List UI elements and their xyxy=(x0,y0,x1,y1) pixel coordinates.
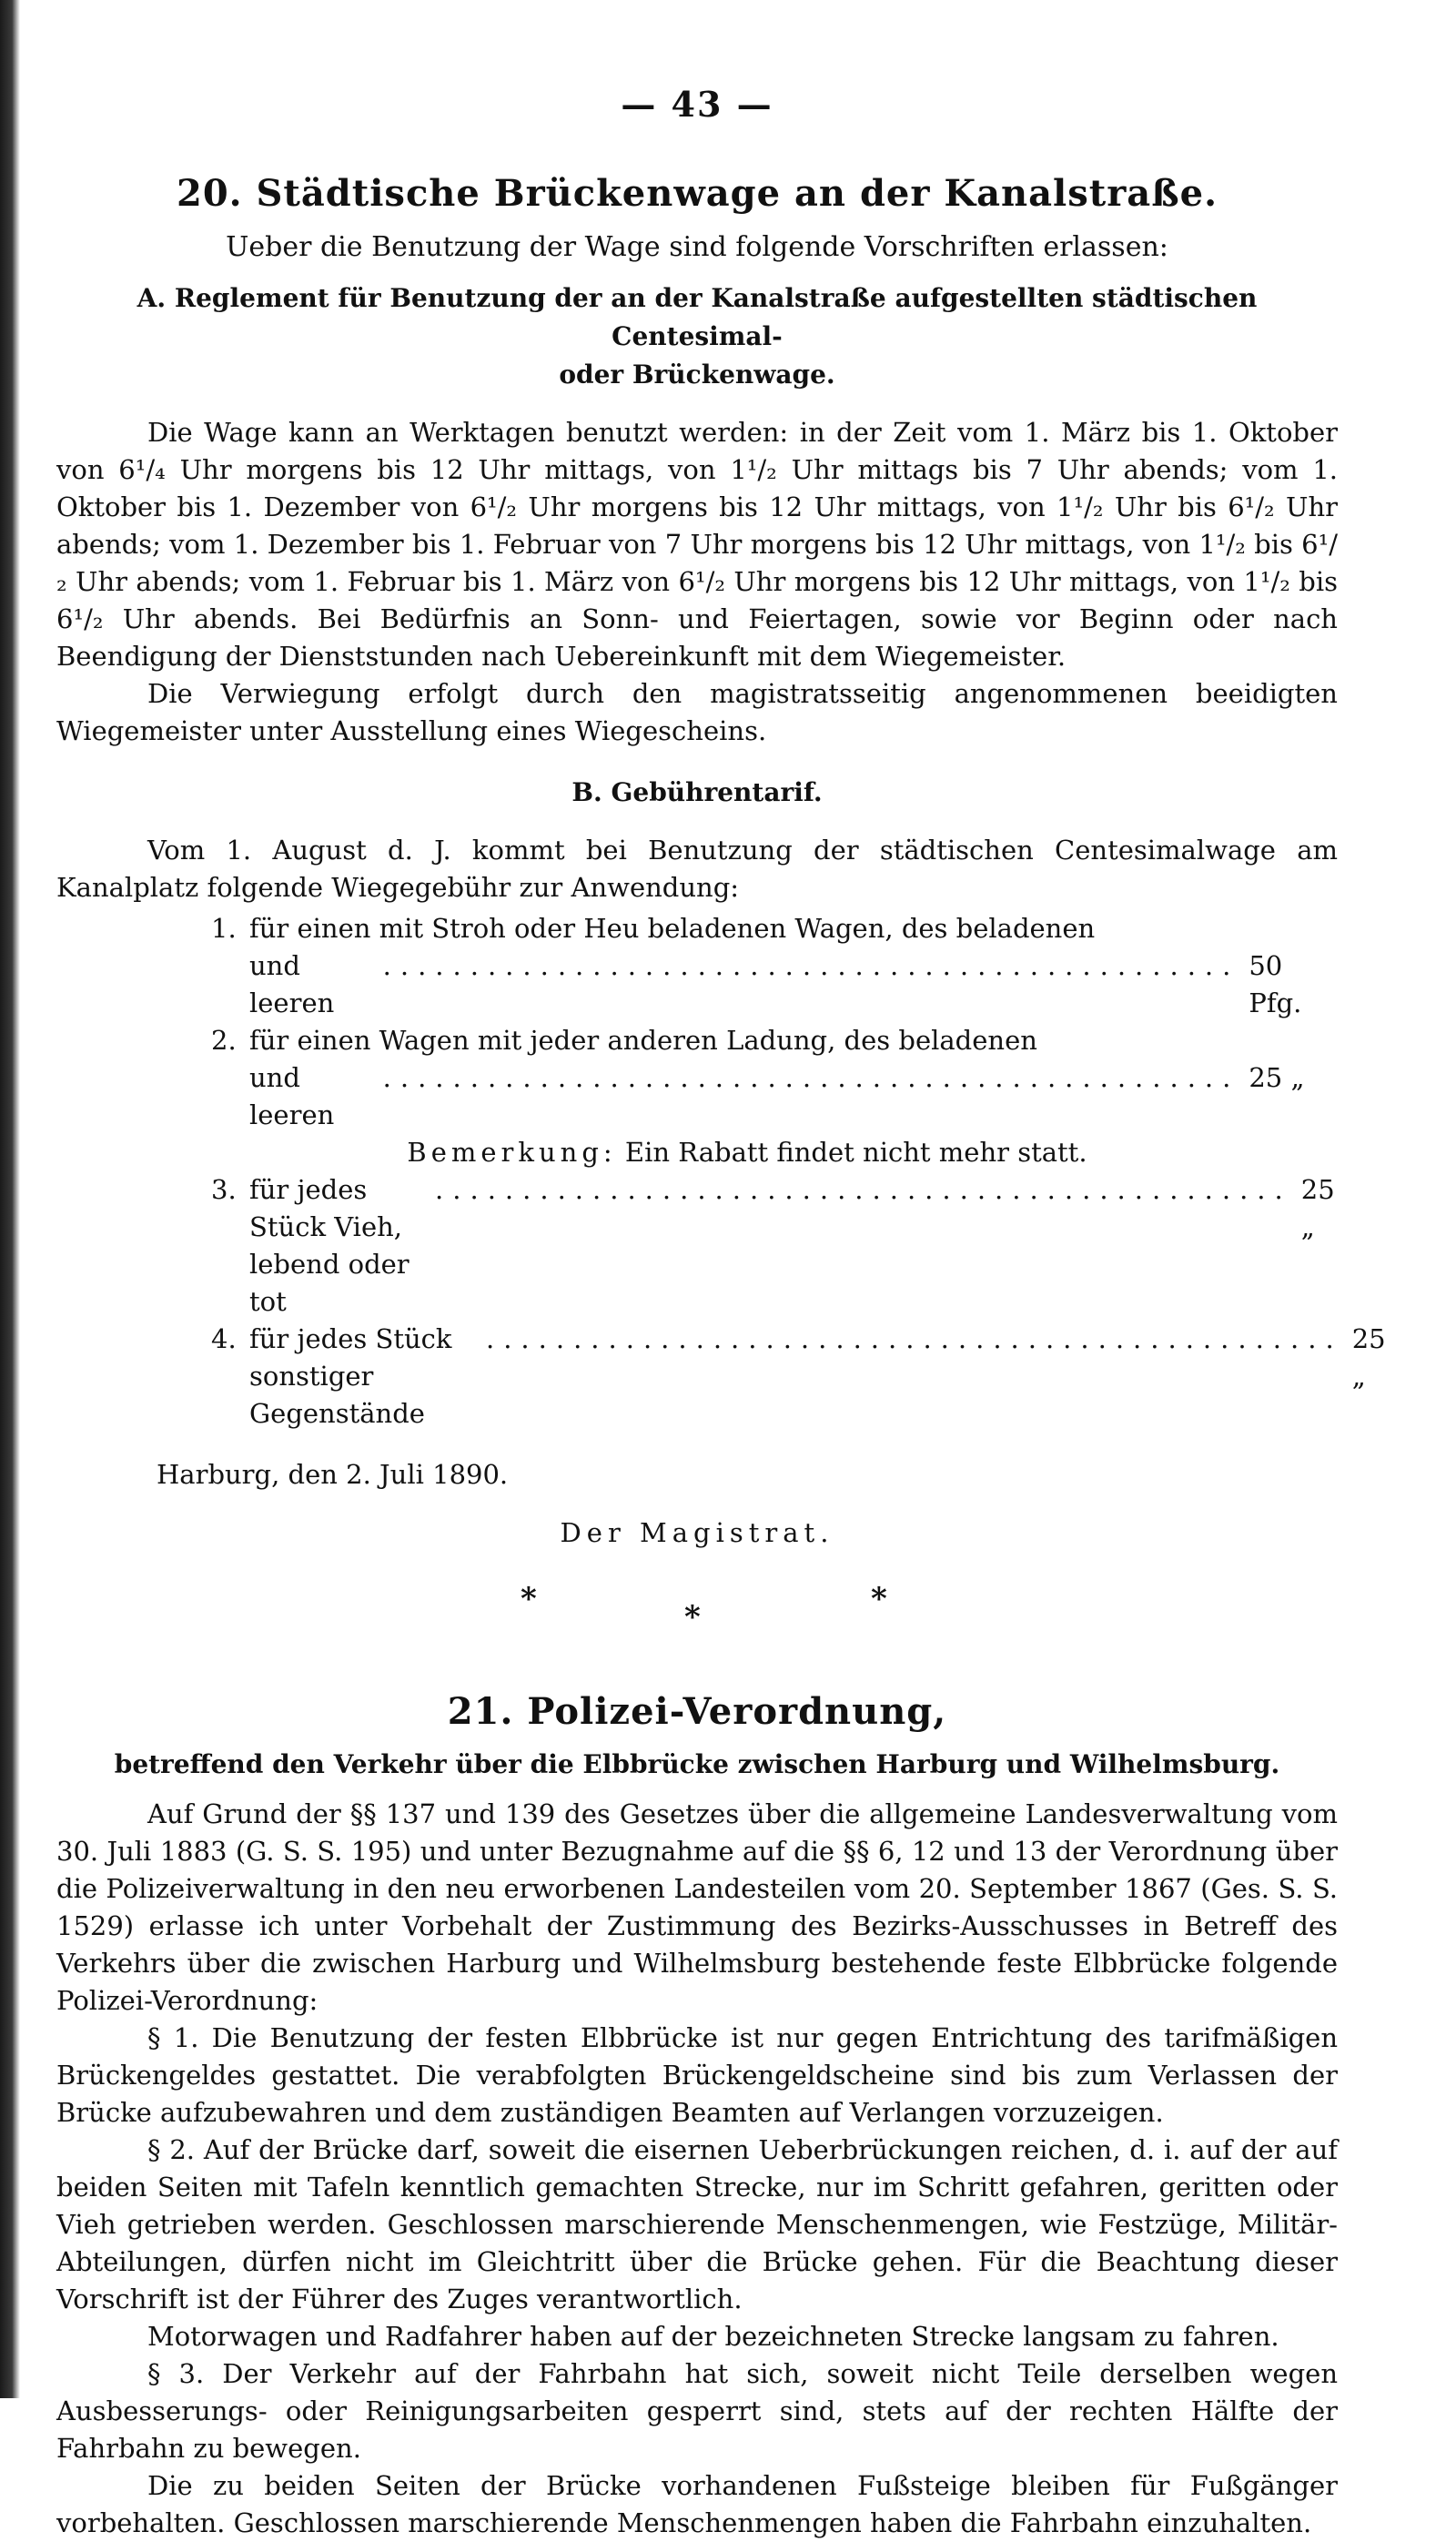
leader-dots: ................................................. xyxy=(382,1062,1240,1093)
section-21-paragraph-1: Auf Grund der §§ 137 und 139 des Gesetzes über die allgemeine Landesverwaltung vom 30. Juli 1883 (G. S. S. 195) und unter Bezugnahme auf die §§ 6, 12 und 13 der Verordnung über die Polizeiverwaltung in den neu erworbenen Landesteilen vom 20. September 1867 (Ges. S. S. 1529) erlasse ich unter Vorbehalt der Zustimmung des Bezirks-Ausschusses in Betreff des Verkehrs über die zwischen Harburg und Wilhelmsburg bestehende feste Elbbrücke folgende Polizei-Verordnung: xyxy=(56,1798,1338,2016)
dateline: Harburg, den 2. Juli 1890. xyxy=(157,1459,509,1490)
tarif-description-end: und leeren xyxy=(249,1062,335,1130)
tarif-description: für einen mit Stroh oder Heu beladenen Wagen, des beladenen xyxy=(249,913,1096,944)
tarif-number: 1. xyxy=(211,913,237,944)
leader-dots: ................................................. xyxy=(435,1174,1292,1205)
section-a-heading-line-2: oder Brückenwage. xyxy=(559,360,835,390)
tarif-item xyxy=(56,910,1338,1022)
separator-asterisk: * xyxy=(521,1581,537,1617)
tarif-price: 50 Pfg. xyxy=(1249,950,1302,1018)
page-edge-shadow xyxy=(0,0,20,2398)
section-a-paragraph-1: Die Wage kann an Werktagen benutzt werden: in der Zeit vom 1. März bis 1. Oktober von 6¹/₄ Uhr morgens bis 12 Uhr mittags, von 1¹/₂ Uhr mittags bis 7 Uhr abends; vom 1. Oktober bis 1. Dezember von 6¹/₂ Uhr morgens bis 12 Uhr mittags, von 1¹/₂ Uhr bis 6¹/₂ Uhr abends; vom 1. Dezember bis 1. Februar von 7 Uhr morgens bis 12 Uhr mittags, von 1¹/₂ bis 6¹/₂ Uhr abends; vom 1. Februar bis 1. März von 6¹/₂ Uhr morgens bis 12 Uhr mittags, von 1¹/₂ bis 6¹/₂ Uhr abends. Bei Bedürfnis an Sonn- und Feiertagen, sowie vor Beginn oder nach Beendigung der Dienststunden nach Uebereinkunft mit dem Wiegemeister. xyxy=(56,417,1338,672)
tarif-number: 4. xyxy=(211,1323,237,1354)
leader-dots: ................................................. xyxy=(382,950,1240,981)
section-21-title: 21. Polizei-Verordnung, xyxy=(447,1690,947,1733)
separator-asterisk: * xyxy=(684,1599,701,1636)
tarif-item xyxy=(56,1022,1338,1134)
section-21-paragraph-2: § 1. Die Benutzung der festen Elbbrücke ist nur gegen Entrichtung des tarifmäßigen Brückengeldes gestattet. Die verabfolgten Brückengeldscheine sind bis zum Verlassen der Brücke aufzubewahren und dem zuständigen Beamten auf Verlangen vorzuzeigen. xyxy=(56,2022,1338,2128)
leader-dots: ................................................. xyxy=(485,1323,1343,1354)
tarif-item xyxy=(56,1321,1386,1433)
section-a-heading xyxy=(56,279,1338,394)
section-a-paragraph-2: Die Verwiegung erfolgt durch den magistratsseitig angenommenen beeidigten Wiegemeister unter Ausstellung eines Wiegescheins. xyxy=(56,678,1338,746)
section-21-paragraph-3: § 2. Auf der Brücke darf, soweit die eisernen Ueberbrückungen reichen, d. i. auf der auf beiden Seiten mit Tafeln kenntlich gemachten Strecke, nur im Schritt gefahren, geritten oder Vieh getrieben werden. Geschlossen marschierende Menschenmengen, wie Festzüge, Militär-Abteilungen, dürfen nicht im Gleichtritt über die Brücke gehen. Für die Beachtung dieser Vorschrift ist der Führer des Zuges verantwortlich. xyxy=(56,2134,1338,2314)
tarif-number: 3. xyxy=(211,1174,237,1205)
signature: Der Magistrat. xyxy=(560,1517,834,1548)
section-21-subtitle: betreffend den Verkehr über die Elbbrücke zwischen Harburg und Wilhelmsburg. xyxy=(114,1749,1280,1779)
page-number: — 43 — xyxy=(621,84,774,125)
section-21-paragraph-4: Motorwagen und Radfahrer haben auf der bezeichneten Strecke langsam zu fahren. xyxy=(147,2321,1279,2352)
tarif-list xyxy=(56,910,1386,1433)
tarif-description-end: für jedes Stück sonstiger Gegenstände xyxy=(249,1323,452,1429)
section-a-heading-line-1: A. Reglement für Benutzung der an der Kanalstraße aufgestellten städtischen Centesimal- xyxy=(136,283,1258,351)
section-b-intro: Vom 1. August d. J. kommt bei Benutzung der städtischen Centesimalwage am Kanalplatz folgende Wiegegebühr zur Anwendung: xyxy=(56,835,1338,903)
tarif-price: 25 „ xyxy=(1300,1174,1335,1242)
tarif-item xyxy=(56,1171,1338,1321)
section-21-paragraph-6: Die zu beiden Seiten der Brücke vorhandenen Fußsteige bleiben für Fußgänger vorbehalten. Geschlossen marschierende Menschenmengen haben die Fahrbahn einzuhalten. xyxy=(56,2470,1338,2538)
section-21-paragraph-5: § 3. Der Verkehr auf der Fahrbahn hat sich, soweit nicht Teile derselben wegen Ausbesserungs- oder Reinigungsarbeiten gesperrt sind, stets auf der rechten Hälfte der Fahrbahn zu bewegen. xyxy=(56,2358,1338,2464)
remark-text: Ein Rabatt findet nicht mehr statt. xyxy=(624,1137,1087,1168)
tarif-description-end: für jedes Stück Vieh, lebend oder tot xyxy=(249,1174,410,1317)
section-separator xyxy=(56,1581,1338,1654)
tarif-price: 25 „ xyxy=(1249,1062,1305,1093)
section-20-title: 20. Städtische Brückenwage an der Kanalstraße. xyxy=(176,172,1218,215)
separator-asterisk: * xyxy=(871,1581,887,1617)
remark-label: Bemerkung: xyxy=(407,1137,617,1168)
tarif-description: für einen Wagen mit jeder anderen Ladung, des beladenen xyxy=(249,1025,1037,1056)
section-20-intro: Ueber die Benutzung der Wage sind folgende Vorschriften erlassen: xyxy=(226,231,1168,263)
tarif-description-end: und leeren xyxy=(249,950,335,1018)
section-b-heading: B. Gebührentarif. xyxy=(571,777,823,807)
tarif-price: 25 „ xyxy=(1351,1323,1386,1392)
tarif-remark xyxy=(56,1134,1338,1171)
tarif-number: 2. xyxy=(211,1025,237,1056)
